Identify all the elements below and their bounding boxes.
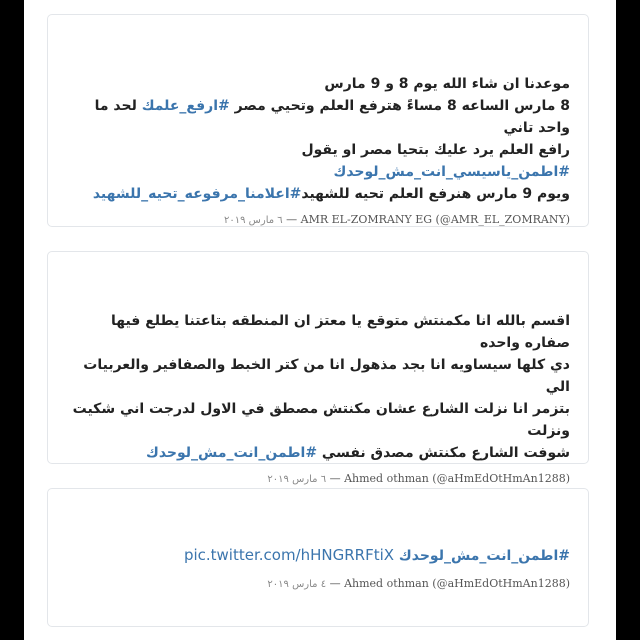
tweet-text-segment: دي كلها سيساويه انا بجد مذهول انا من كتر الخبط والصفافير والعربيات الي <box>83 357 570 395</box>
tweet-text <box>48 310 588 464</box>
tweet-text-segment: رافع العلم يرد عليك بتحيا مصر او يقول <box>301 142 570 158</box>
tweet-line <box>62 398 570 442</box>
tweet-text <box>48 544 588 567</box>
tweet-card-3 <box>47 488 589 627</box>
hashtag-link[interactable]: #اطمن_ياسيسي_انت_مش_لوحدك <box>333 164 570 180</box>
tweet-text-segment: شوفت الشارع مكنتش مصدق نفسي <box>317 445 570 461</box>
tweet-line <box>62 442 570 464</box>
pic-link[interactable]: pic.twitter.com/hHNGRRFtiX <box>183 546 395 564</box>
tweet-line <box>62 139 570 183</box>
tweet-text-segment: لحد ما واحد تاني <box>94 98 570 136</box>
tweet-footer <box>48 213 588 226</box>
embedded-tweets-page <box>24 0 616 640</box>
tweet-date[interactable]: ٦ مارس ٢٠١٩ <box>224 215 283 226</box>
hashtag-link[interactable]: #اطمن_انت_مش_لوحدك <box>145 445 318 461</box>
tweet-line <box>62 544 570 567</box>
tweet-text <box>48 73 588 205</box>
tweet-text-segment: اقسم بالله انا مكمنتش متوقع يا معتز ان المنطقه بتاعتنا يطلع فيها صفاره واحده <box>110 313 570 351</box>
tweet-text-segment: بتزمر انا نزلت الشارع عشان مكنتش مصطق في الاول لدرجت اني شكيت ونزلت <box>72 401 570 439</box>
tweet-card-2 <box>47 251 589 485</box>
tweet-date[interactable]: ٦ مارس ٢٠١٩ <box>267 474 327 485</box>
tweet-line <box>62 183 570 205</box>
tweet-line <box>62 354 570 398</box>
tweet-line <box>62 73 570 95</box>
tweet-date[interactable]: ٤ مارس ٢٠١٩ <box>267 579 327 590</box>
hashtag-link[interactable]: #ارفع_علمك <box>141 98 230 114</box>
hashtag-link[interactable]: #اعلامنا_مرفوعه_تحيه_للشهيد <box>92 186 302 202</box>
tweet-author[interactable]: — Ahmed othman (@aHmEdOtHmAn1288) <box>329 472 570 485</box>
tweet-footer <box>48 472 588 485</box>
tweet-card-1 <box>47 14 589 227</box>
tweet-text-segment: 8 مارس الساعه 8 مساءً هترفع العلم وتحيي مصر <box>229 98 570 114</box>
tweet-text-segment: ويوم 9 مارس هنرفع العلم تحيه للشهيد <box>301 186 570 202</box>
tweet-text-segment: موعدنا ان شاء الله يوم 8 و 9 مارس <box>324 76 570 92</box>
tweet-author[interactable]: — Ahmed othman (@aHmEdOtHmAn1288) <box>329 577 570 590</box>
tweet-line <box>62 310 570 354</box>
tweet-line <box>62 95 570 139</box>
tweet-author[interactable]: — AMR EL-ZOMRANY EG (@AMR_EL_ZOMRANY) <box>286 213 570 226</box>
hashtag-link[interactable]: #اطمن_انت_مش_لوحدك <box>398 548 570 564</box>
tweet-footer <box>48 577 588 590</box>
